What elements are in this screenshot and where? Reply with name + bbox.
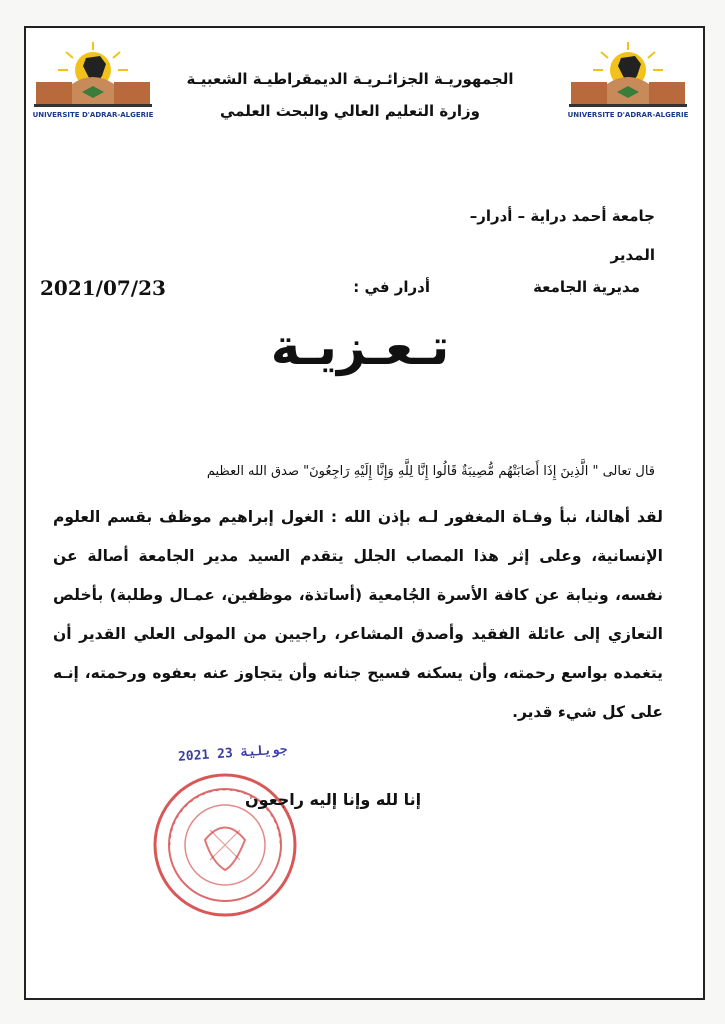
closing-phrase: إنا لله وإنا إليه راجعون bbox=[245, 790, 422, 809]
received-date-stamp: 2021 جويلية 23 bbox=[177, 742, 288, 765]
letterhead bbox=[175, 70, 525, 120]
svg-text:UNIVERSITE D'ADRAR-ALGERIE: UNIVERSITE D'ADRAR-ALGERIE bbox=[567, 111, 689, 119]
document-title: تـعـزيـة bbox=[270, 318, 450, 376]
university-logo-left bbox=[28, 40, 158, 122]
university-logo-right bbox=[563, 40, 693, 122]
condolence-body: لقد أهالنا، نبأ وفـاة المغفور لـه بإذن الله : الغول إبراهيم موظف بقسم العلوم الإنسانية، وعلى إثر هذا المصاب الجلل يتقدم السيد مدير الجامعة أصالة عن نفسه، ونيابة عن كافة الأسرة الجُامعية (أساتذة، موظفين، عمـال وطلبة) بأخلص التعازي إلى عائلة الفقيد وأصدق المشاعر، راجيين من المولى العلي القدير أن يتغمده بواسع رحمته، وأن يسكنه فسيح جنانه وأن يتجاوز عنه بعفوه ورحمته، إنـه على كل شيء قدير. bbox=[53, 508, 663, 721]
republic-name: الجمهوريـة الجزائـريـة الديمقراطيـة الشعبيـة bbox=[186, 70, 514, 88]
director-label: المدير bbox=[610, 246, 655, 264]
document-date: 2021/07/23 bbox=[40, 276, 166, 300]
svg-text:UNIVERSITE D'ADRAR-ALGERIE: UNIVERSITE D'ADRAR-ALGERIE bbox=[32, 111, 154, 119]
department-label: مديرية الجامعة bbox=[533, 278, 640, 296]
place-label: أدرار في : bbox=[353, 278, 430, 296]
quran-verse: قال تعالى " الَّذِينَ إِذَا أَصَابَتْهُم مُّصِيبَةٌ قَالُوا إِنَّا لِلَّهِ وَإِنَّا إِلَيْهِ رَاجِعُونَ" صدق الله العظيم bbox=[206, 464, 655, 479]
ministry-name: وزارة التعليم العالي والبحث العلمي bbox=[219, 102, 481, 120]
university-name: جامعة أحمد دراية – أدرار– bbox=[469, 207, 655, 225]
